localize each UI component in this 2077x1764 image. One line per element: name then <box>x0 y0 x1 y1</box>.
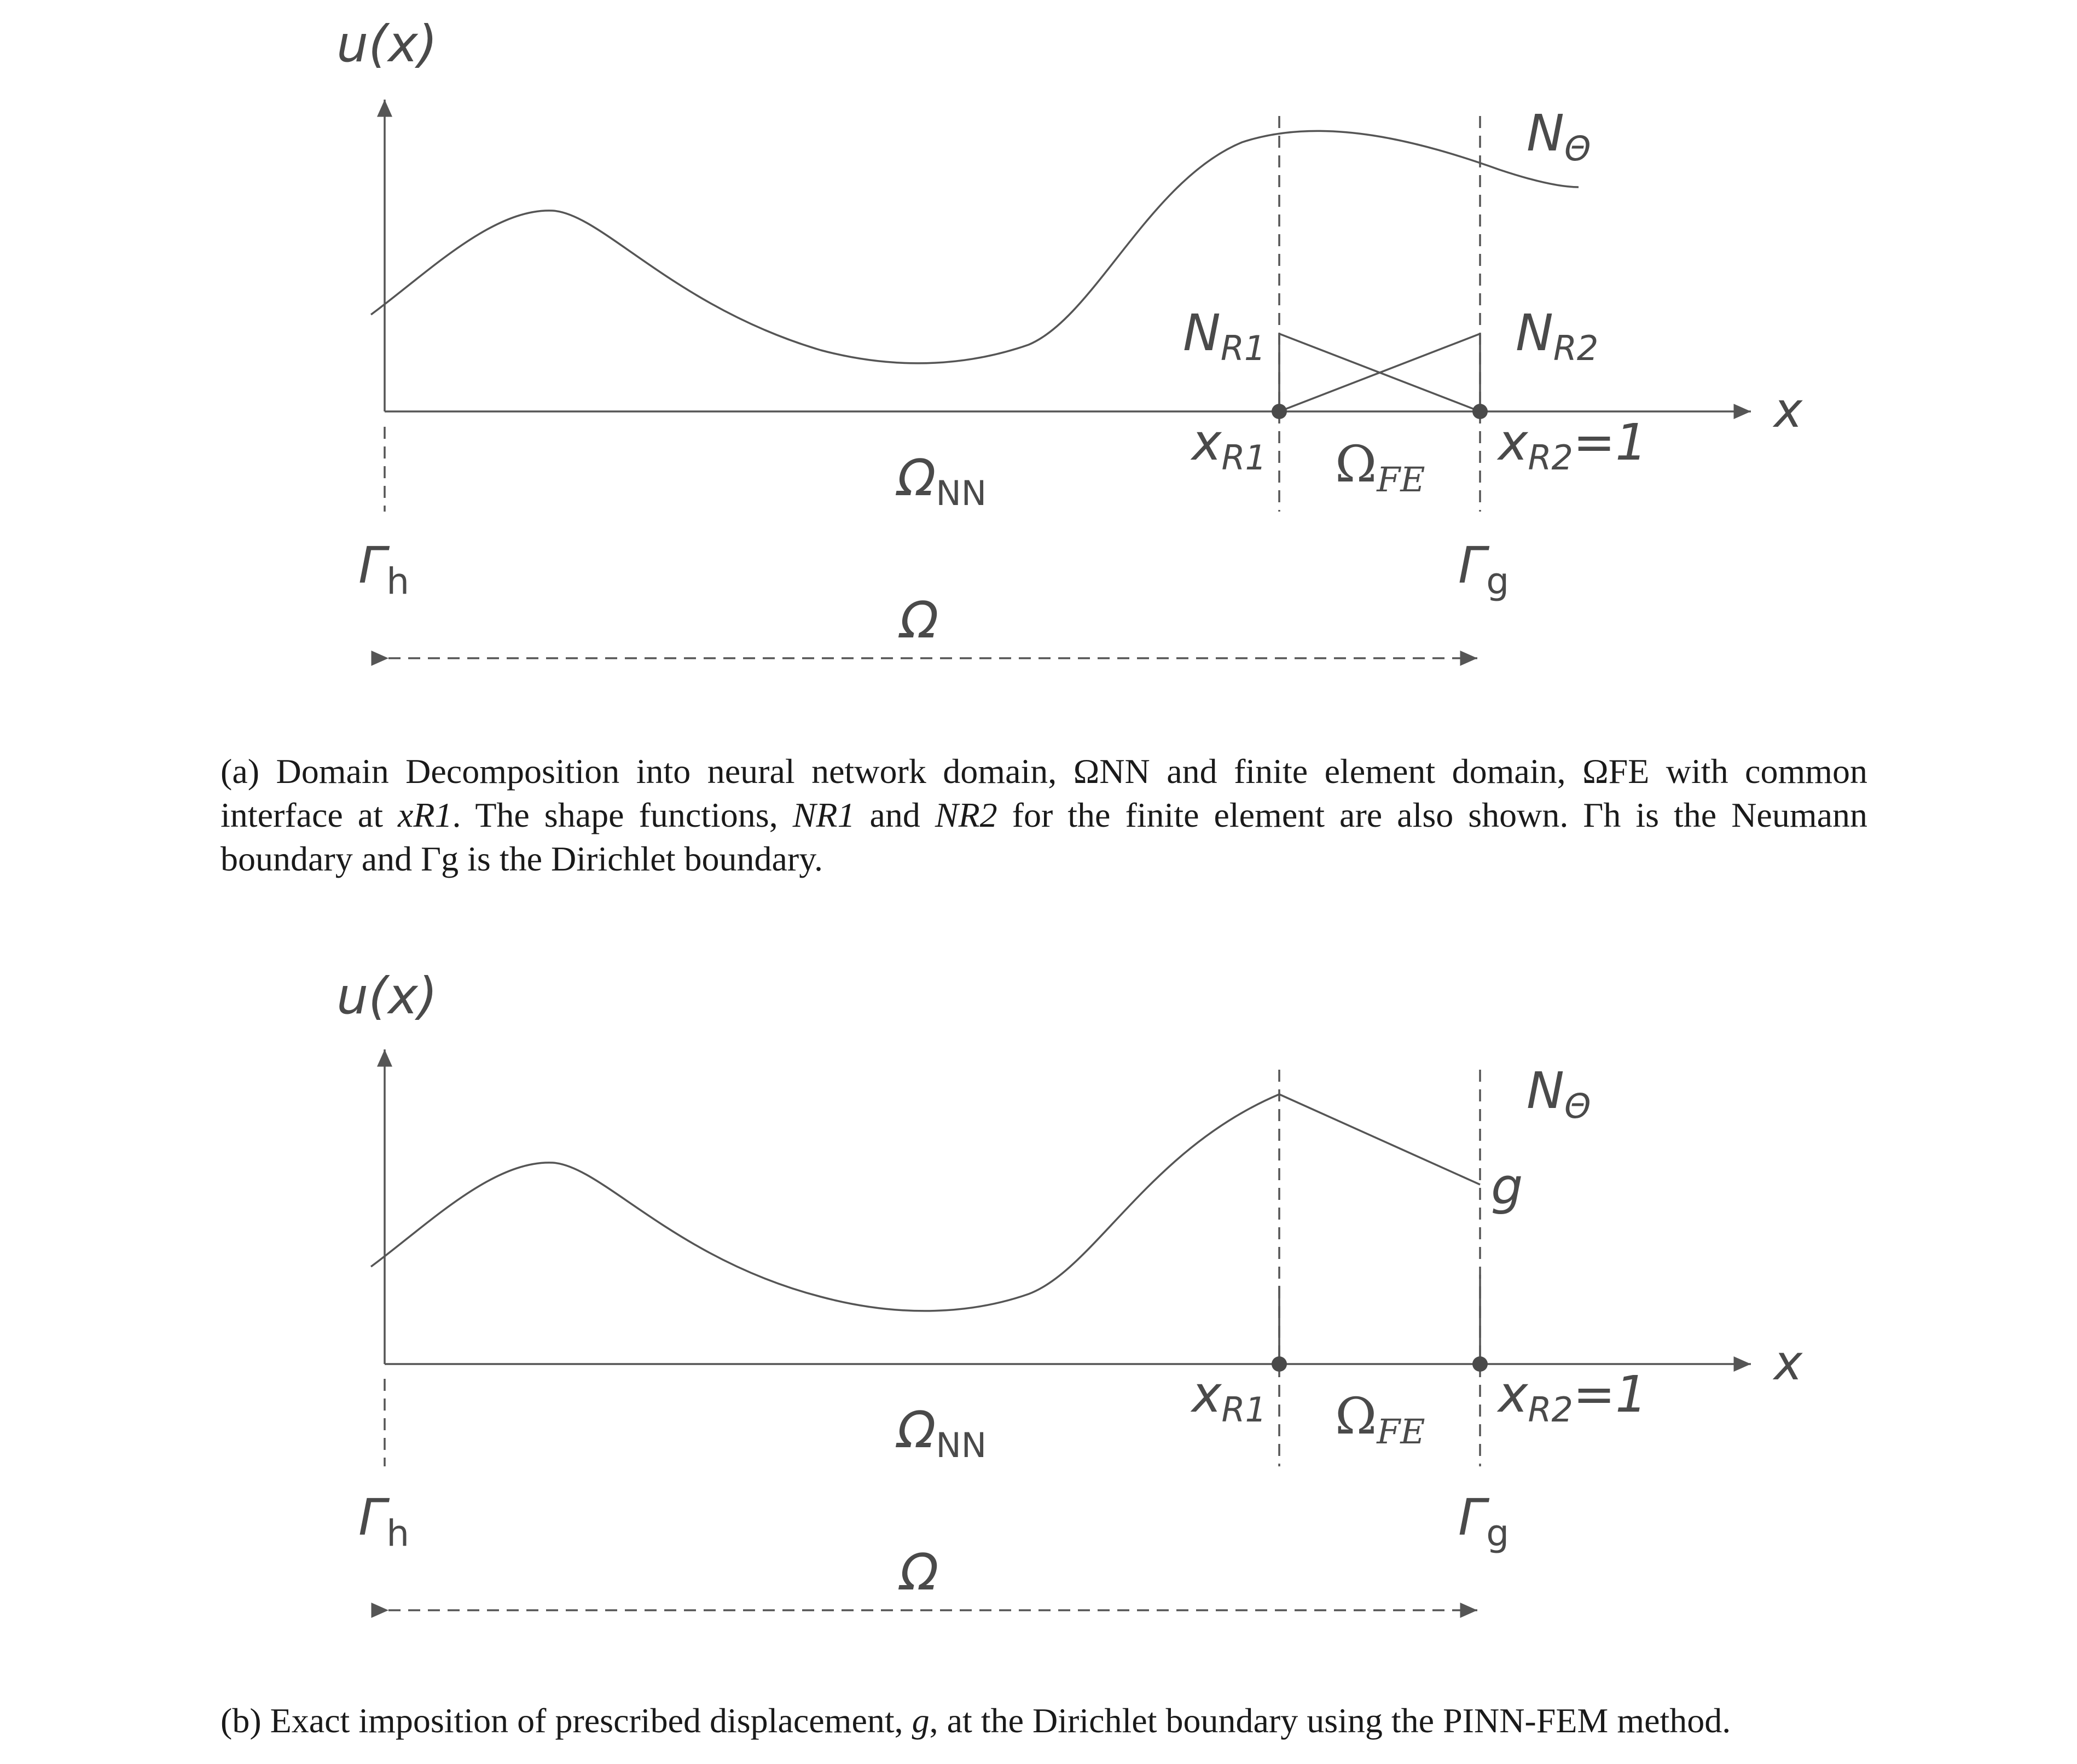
panel-b-xr1-sub: R1 <box>1221 1390 1267 1430</box>
panel-b-omega-fe-main: Ω <box>1335 1387 1377 1446</box>
caption-a-text-4: . The shape functions, <box>452 796 793 834</box>
panel-a-diagram <box>337 15 1803 658</box>
panel-a-node-xr1 <box>1272 404 1287 419</box>
panel-b-xr2-eq: =1 <box>1573 1365 1647 1424</box>
panel-b-n-theta-label <box>1527 1061 1591 1126</box>
panel-b-n-theta-main: N <box>1527 1061 1564 1120</box>
panel-b-gamma-h-main: Γ <box>358 1488 387 1547</box>
panel-b-omega-fe-label <box>1335 1387 1425 1452</box>
panel-a-omega-fe-sub: FE <box>1377 460 1425 500</box>
panel-a-xr2-main: x <box>1498 413 1528 472</box>
panel-b-caption <box>221 1699 1867 1743</box>
panel-a-omega-nn-main: Ω <box>897 449 936 507</box>
panel-a-xr2-eq: =1 <box>1573 413 1647 472</box>
caption-a-text-6: for the finite element are also shown. <box>997 796 1583 834</box>
panel-b-x-axis-label: x <box>1774 1334 1803 1391</box>
panel-b-n-theta-sub: Θ <box>1564 1086 1591 1126</box>
panel-a-gamma-g-main: Γ <box>1458 536 1487 595</box>
panel-a-gamma-h-main: Γ <box>358 536 387 595</box>
panel-b-omega-label: Ω <box>900 1543 939 1601</box>
panel-b-xr2-main: x <box>1498 1365 1528 1424</box>
panel-a-gamma-g-label <box>1458 536 1509 602</box>
panel-a-caption <box>221 750 1867 881</box>
panel-a-n-theta-label <box>1527 104 1591 169</box>
panel-a-xr2-label <box>1496 413 1647 478</box>
panel-a-gamma-h-sub: h <box>386 560 410 602</box>
panel-b-xr2-sub: R2 <box>1528 1390 1573 1430</box>
panel-a-omega-nn-sub: NN <box>936 473 987 513</box>
panel-a-omega-fe-label <box>1335 435 1425 500</box>
caption-a-n-r1: NR1 <box>792 796 855 834</box>
panel-b-gamma-h-label <box>358 1488 409 1554</box>
panel-b-omega-nn-main: Ω <box>897 1401 936 1459</box>
panel-b-xr1-label <box>1190 1365 1267 1430</box>
panel-a-nr2-label <box>1516 304 1598 368</box>
panel-a-y-axis-label: u(x) <box>337 15 438 73</box>
panel-a-x-axis-label: x <box>1774 382 1803 438</box>
panel-a-omega-label: Ω <box>900 591 939 649</box>
panel-a-nr1-label <box>1183 304 1266 368</box>
panel-b-y-axis-label: u(x) <box>337 967 438 1025</box>
panel-b-gamma-g-main: Γ <box>1458 1488 1487 1547</box>
panel-b-fe-linear-segment <box>1279 1094 1480 1185</box>
panel-a-n-theta-main: N <box>1527 104 1564 163</box>
panel-b-xr1-main: x <box>1192 1365 1222 1424</box>
caption-a-n-r2: NR2 <box>935 796 997 834</box>
panel-b-gamma-g-sub: g <box>1486 1512 1510 1554</box>
panel-a-xr2-sub: R2 <box>1528 438 1573 478</box>
caption-a-x-r1: xR1 <box>397 796 452 834</box>
panel-a-nr1-sub: R1 <box>1220 328 1266 368</box>
caption-a-gamma-g: Γg <box>421 839 459 878</box>
caption-b-g: g <box>912 1701 930 1740</box>
panel-b-node-xr1 <box>1272 1356 1287 1372</box>
panel-a-nr2-main: N <box>1516 304 1553 362</box>
caption-a-omega-fe: ΩFE <box>1582 752 1650 791</box>
panel-b-omega-fe-sub: FE <box>1377 1412 1425 1452</box>
caption-a-gamma-h: Γh <box>1583 796 1621 834</box>
caption-a-text-5: and <box>855 796 935 834</box>
caption-a-omega-nn: ΩNN <box>1073 752 1150 791</box>
caption-a-text-8: is the Dirichlet boundary. <box>459 839 823 878</box>
panel-b-gamma-h-sub: h <box>386 1512 410 1554</box>
caption-b-text-2: , at the Dirichlet boundary using the PINN-FEM method. <box>929 1701 1731 1740</box>
panel-b-xr2-label <box>1496 1365 1647 1430</box>
caption-b-text-1: (b) Exact imposition of prescribed displacement, <box>221 1701 912 1740</box>
panel-a-nr2-sub: R2 <box>1553 328 1599 368</box>
caption-a-text-3: with common interface at <box>221 752 1867 834</box>
panel-a-xr1-main: x <box>1192 413 1222 472</box>
panel-a-nr1-main: N <box>1183 304 1221 362</box>
panel-a-omega-fe-main: Ω <box>1335 435 1377 494</box>
panel-b-gamma-g-label <box>1458 1488 1509 1554</box>
caption-a-text-2: and finite element domain, <box>1150 752 1583 791</box>
panel-a-n-theta-sub: Θ <box>1564 129 1591 169</box>
panel-a-gamma-g-sub: g <box>1486 560 1510 602</box>
panel-b-omega-nn-label <box>895 1401 987 1465</box>
caption-a-text-1: (a) Domain Decomposition into neural network domain, <box>221 752 1074 791</box>
panel-b-diagram <box>337 967 1803 1610</box>
panel-a-nn-curve <box>371 131 1579 363</box>
caption-a-text-7: is the Neumann boundary and <box>221 796 1868 878</box>
panel-b-nn-curve <box>371 1094 1279 1311</box>
panel-a-node-xr2 <box>1472 404 1488 419</box>
panel-a-xr1-label <box>1190 413 1267 478</box>
panel-a-xr1-sub: R1 <box>1221 438 1267 478</box>
panel-a-omega-nn-label <box>895 449 987 513</box>
panel-a-gamma-h-label <box>358 536 409 602</box>
panel-b-omega-nn-sub: NN <box>936 1425 987 1465</box>
panel-b-node-xr2 <box>1472 1356 1488 1372</box>
panel-b-g-label: g <box>1491 1157 1523 1216</box>
